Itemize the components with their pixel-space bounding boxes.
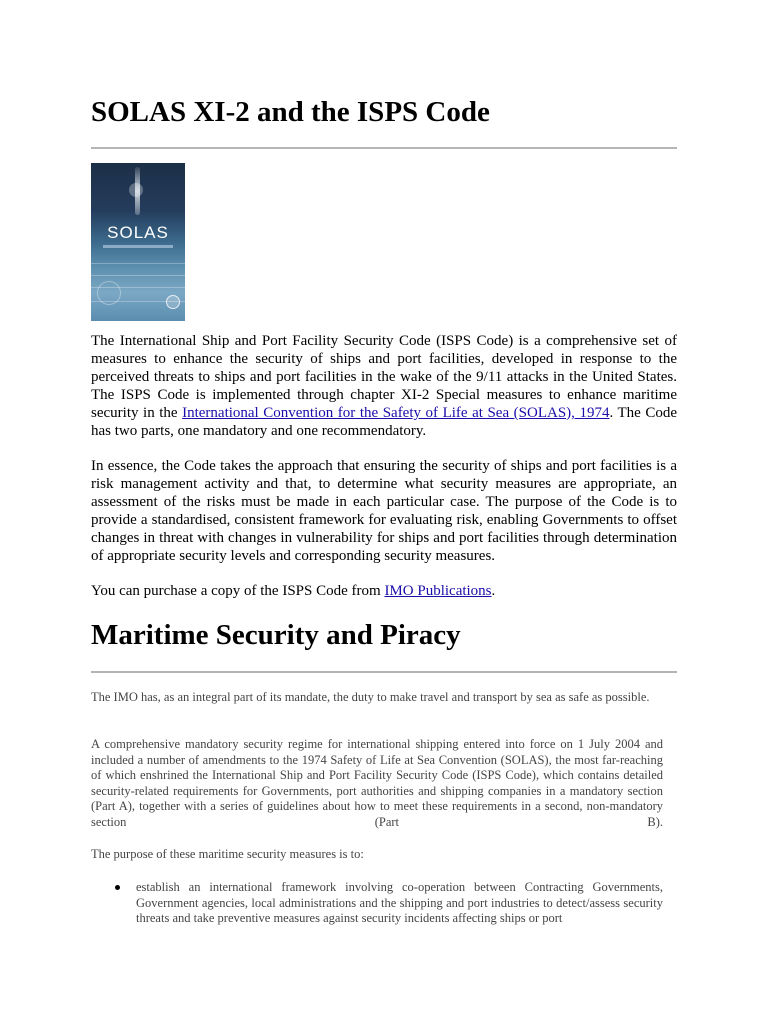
imo-publications-link[interactable]: IMO Publications — [384, 583, 492, 599]
isps-approach-paragraph: In essence, the Code takes the approach that ensuring the security of ships and port facilities is a risk management activity and that, to determine what security measures are appropriate, an assessment of the risks must be made in each particular case. The purpose of the Code is to provide a standardised, consistent framework for evaluating risk, enabling Governments to offset changes in threat with changes in vulnerability for ships and port facilities through determination of appropriate security levels and corresponding security measures. — [91, 458, 677, 564]
maritime-purpose-paragraph: The purpose of these maritime security measures is to: — [91, 847, 364, 861]
section-heading-isps: SOLAS XI-2 and the ISPS Code — [91, 96, 490, 128]
isps-purchase-paragraph: You can purchase a copy of the ISPS Code from IMO Publications. — [91, 583, 496, 599]
bullet-icon — [115, 885, 120, 890]
maritime-regime-paragraph: A comprehensive mandatory security regime for international shipping entered into force on 1 July 2004 and included a number of amendments to the 1974 Safety of Life at Sea Convention (SOLAS), the most far-reaching of which enshrined the International Ship and Port Facility Security Code (ISPS Code), which contains detailed security-related requirements for Governments, port authorities and shipping companies in a mandatory section (Part A), together with a series of guidelines about how to meet these requirements in a second, non-mandatory section (Part B). — [91, 737, 663, 829]
solas-book-cover-image — [91, 163, 185, 321]
cover-title: SOLAS — [107, 223, 169, 242]
maritime-intro-paragraph: The IMO has, as an integral part of its mandate, the duty to make travel and transport by sea as safe as possible. — [91, 690, 650, 704]
solas-convention-link[interactable]: International Convention for the Safety of Life at Sea (SOLAS), 1974 — [182, 405, 610, 421]
list-item: establish an international framework involving co-operation between Contracting Governments, Government agencies, local administrations and the shipping and port industries to detect/assess security threats and take preventive measures against security incidents affecting ships or port — [91, 880, 663, 927]
heading-divider — [91, 147, 677, 149]
isps-intro-paragraph: The International Ship and Port Facility Security Code (ISPS Code) is a comprehensive set of measures to enhance the security of ships and port facilities, developed in response to the perceived threats to ships and port facilities in the wake of the 9/11 attacks in the United States. The ISPS Code is implemented through chapter XI-2 Special measures to enhance maritime security in the International Convention for the Safety of Life at Sea (SOLAS), 1974. The Code has two parts, one mandatory and one recommendatory. — [91, 333, 677, 439]
maritime-purpose-list — [91, 880, 663, 927]
section-heading-maritime: Maritime Security and Piracy — [91, 619, 461, 651]
cover-ship-drawing — [97, 281, 121, 305]
heading-divider — [91, 671, 677, 673]
imo-emblem-icon — [166, 295, 180, 309]
